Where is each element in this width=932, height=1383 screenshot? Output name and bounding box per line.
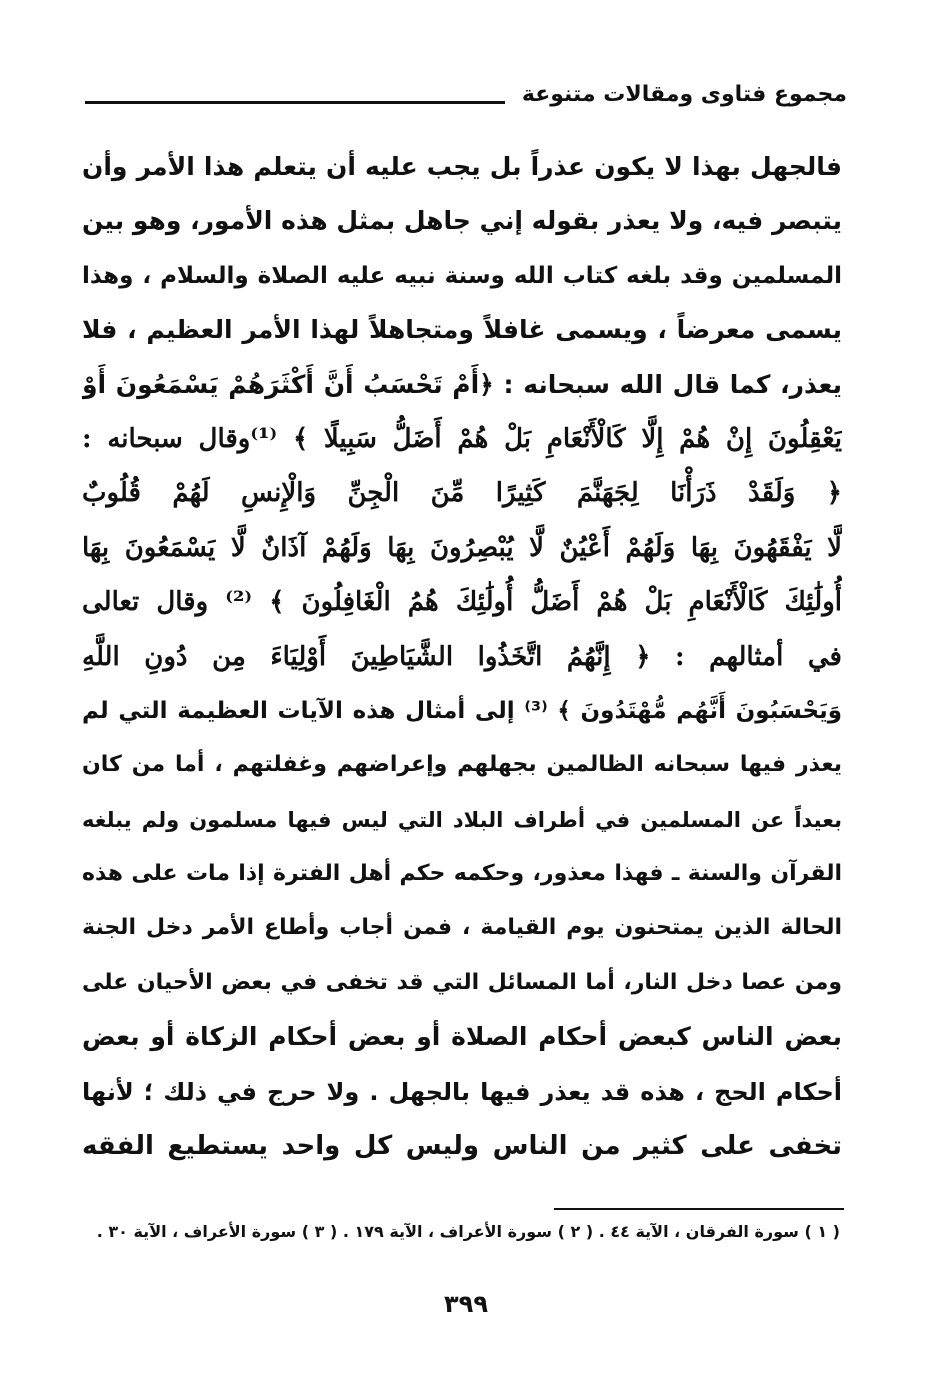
body-line: لَّا يَفْقَهُونَ بِهَا وَلَهُمْ أَعْيُنٌ لَّا يُبْصِرُونَ بِهَا وَلَهُمْ آذَانٌ لَّا يَسْمَعُونَ بِهَا [82, 532, 842, 563]
body-line: المسلمين وقد بلغه كتاب الله وسنة نبيه عليه الصلاة والسلام ، وهذا [82, 262, 842, 289]
body-line: الحالة الذين يمتحنون يوم القيامة ، فمن أجاب وأطاع الأمر دخل الجنة [82, 915, 842, 941]
body-line: يتبصر فيه، ولا يعذر بقوله إني جاهل بمثل هذه الأمور، وهو بين [82, 206, 842, 236]
body-line: أحكام الحج ، هذه قد يعذر فيها بالجهل . ولا حرج في ذلك ؛ لأنها [82, 1077, 842, 1106]
body-line: أُولَٰئِكَ كَالْأَنْعَامِ بَلْ هُمْ أَضَلُّ أُولَٰئِكَ هُمُ الْغَافِلُونَ ﴾ ⁽²⁾ وقال تعالى [82, 587, 842, 618]
footnotes: ( ١ ) سورة الفرقان ، الآية ٤٤ . ( ٢ ) سورة الأعراف ، الآية ١٧٩ . ( ٣ ) سورة الأعراف ، الآية ٣٠ . [96, 1222, 840, 1241]
header-title: مجموع فتاوى ومقالات متنوعة [521, 82, 847, 107]
running-header [85, 82, 847, 122]
body-line: القرآن والسنة ـ فهذا معذور، وحكمه حكم أهل الفترة إذا مات على هذه [82, 861, 842, 887]
header-rule [85, 101, 505, 104]
page-number: ٣٩٩ [444, 1290, 488, 1318]
body-line: يَعْقِلُونَ إِنْ هُمْ إِلَّا كَالْأَنْعَامِ بَلْ هُمْ أَضَلُّ سَبِيلًا ﴾ ⁽¹⁾وقال سبحانه : [82, 423, 842, 454]
footnote-rule [554, 1208, 844, 1210]
body-line: وَيَحْسَبُونَ أَنَّهُم مُّهْتَدُونَ ﴾ ⁽³⁾ إلى أمثال هذه الآيات العظيمة التي لم [82, 697, 842, 724]
body-line: في أمثالهم : ﴿ إِنَّهُمُ اتَّخَذُوا الشَّيَاطِينَ أَوْلِيَاءَ مِن دُونِ اللَّهِ [82, 641, 842, 672]
body-line: ﴿ وَلَقَدْ ذَرَأْنَا لِجَهَنَّمَ كَثِيرًا مِّنَ الْجِنِّ وَالْإِنسِ لَهُمْ قُلُوبٌ [82, 478, 842, 509]
body-line: تخفى على كثير من الناس وليس كل واحد يستطيع الفقه [82, 1131, 842, 1162]
body-line: بعض الناس كبعض أحكام الصلاة أو بعض أحكام الزكاة أو بعض [82, 1022, 842, 1052]
body-line: ومن عصا دخل النار، أما المسائل التي قد تخفى في بعض الأحيان على [82, 969, 842, 995]
body-line: بعيداً عن المسلمين في أطراف البلاد التي ليس فيها مسلمون ولم يبلغه [82, 807, 842, 832]
body-line: فالجهل بهذا لا يكون عذراً بل يجب عليه أن يتعلم هذا الأمر وأن [82, 152, 842, 181]
body-text [82, 140, 842, 1173]
body-line: يعذر فيها سبحانه الظالمين بجهلهم وإعراضهم وغفلتهم ، أما من كان [82, 752, 842, 778]
body-line: يعذر، كما قال الله سبحانه : ﴿أَمْ تَحْسَبُ أَنَّ أَكْثَرَهُمْ يَسْمَعُونَ أَوْ [82, 369, 842, 399]
body-line: يسمى معرضاً ، ويسمى غافلاً ومتجاهلاً لهذا الأمر العظيم ، فلا [82, 315, 842, 345]
